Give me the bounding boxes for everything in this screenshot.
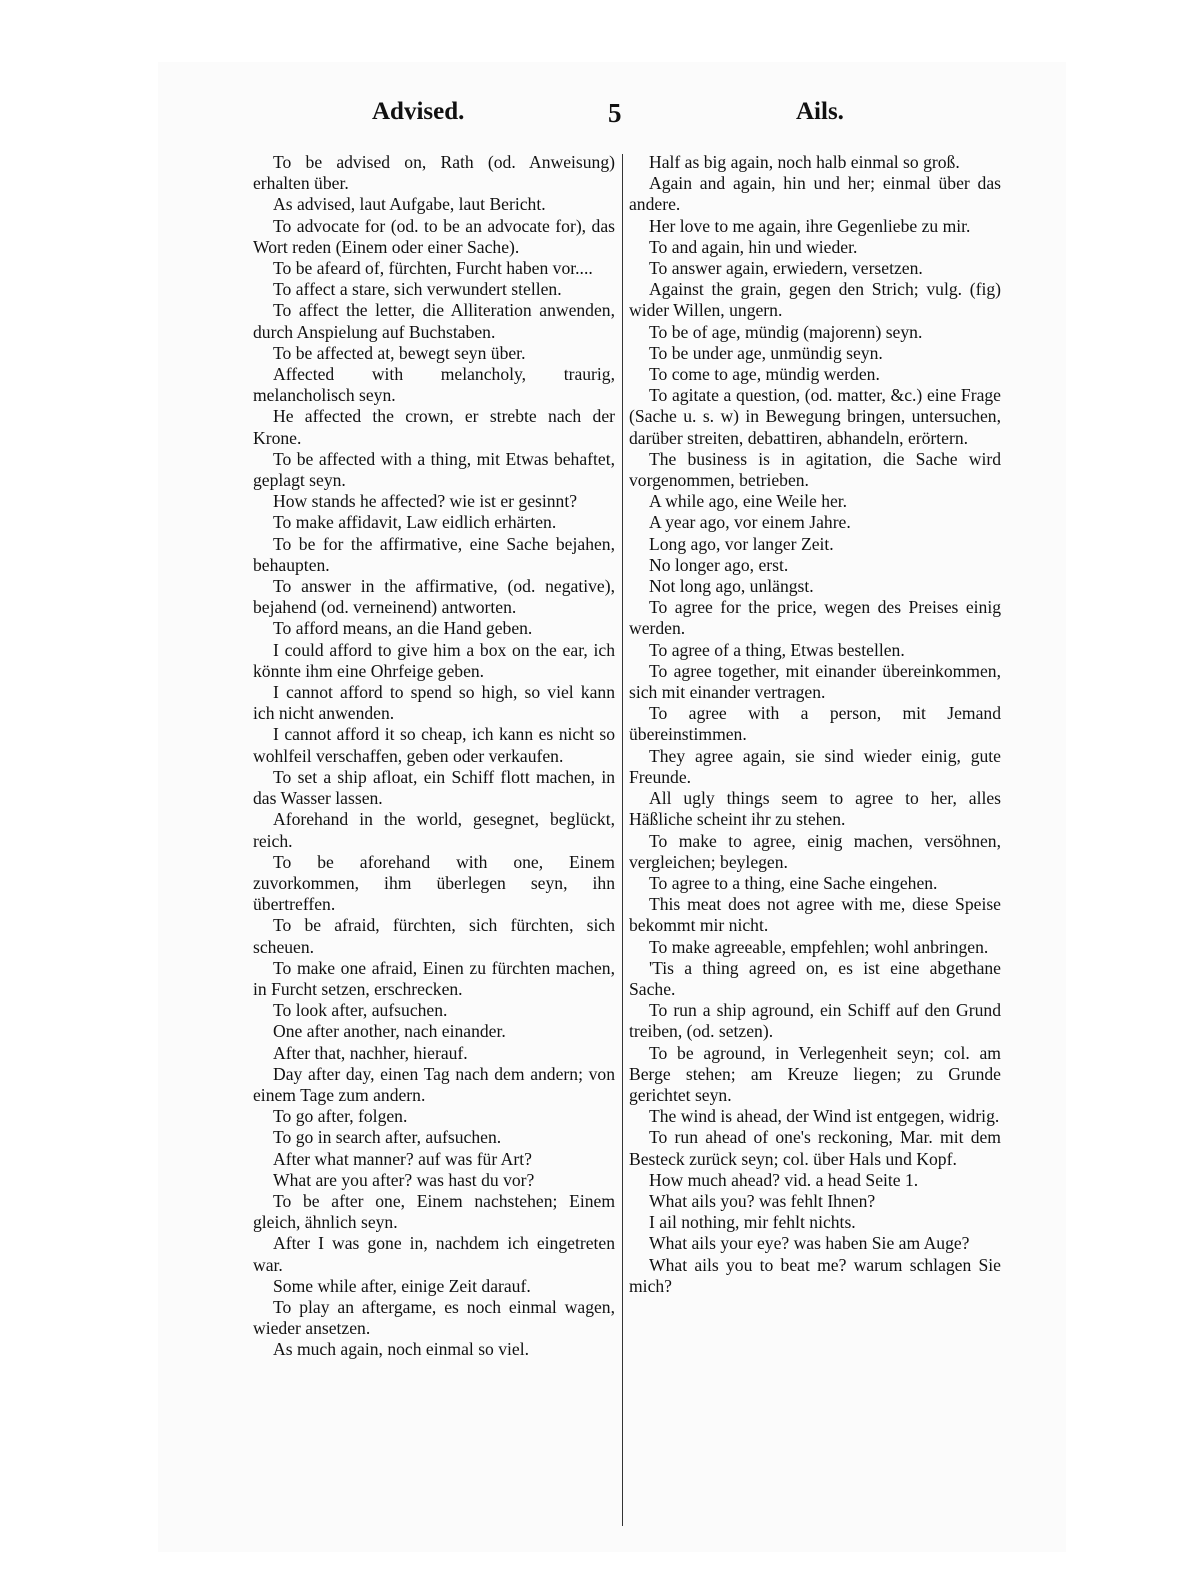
dictionary-entry: How much ahead? vid. a head Seite 1. <box>649 1169 919 1190</box>
page-header <box>158 98 1066 138</box>
dictionary-entry: To make agreeable, empfehlen; wohl anbringen. <box>649 936 989 957</box>
dictionary-entry: To be advised on, Rath (od. Anweisung) erhalten über. <box>253 152 615 194</box>
dictionary-entry: Some while after, einige Zeit darauf. <box>273 1275 531 1296</box>
dictionary-entry: Again and again, hin und her; einmal über das andere. <box>629 173 1001 215</box>
dictionary-entry: To agree together, mit einander übereinkommen, sich mit einander vertragen. <box>629 660 1001 703</box>
dictionary-entry: A while ago, eine Weile her. <box>649 491 848 512</box>
dictionary-entry: As advised, laut Aufgabe, laut Bericht. <box>273 194 546 215</box>
dictionary-entry: They agree again, sie sind wieder einig, gute Freunde. <box>629 745 1001 787</box>
dictionary-entry: To come to age, mündig werden. <box>649 364 880 385</box>
dictionary-entry: To afford means, an die Hand geben. <box>273 618 533 639</box>
dictionary-entry: To agree with a person, mit Jemand übereinstimmen. <box>629 703 1001 745</box>
dictionary-entry: To look after, aufsuchen. <box>273 1000 448 1021</box>
dictionary-entry: To answer in the affirmative, (od. negative), bejahend (od. verneinend) antworten. <box>253 576 615 618</box>
dictionary-page <box>158 62 1066 1552</box>
dictionary-entry: To run a ship aground, ein Schiff auf den Grund treiben, (od. setzen). <box>629 1000 1001 1042</box>
dictionary-entry: To advocate for (od. to be an advocate for), das Wort reden (Einem oder einer Sache). <box>253 215 615 257</box>
dictionary-entry: To and again, hin und wieder. <box>649 236 858 257</box>
dictionary-entry: Her love to me again, ihre Gegenliebe zu mir. <box>649 215 971 236</box>
dictionary-entry: I cannot afford to spend so high, so viel kann ich nicht anwenden. <box>253 682 615 724</box>
dictionary-entry: Aforehand in the world, gesegnet, beglückt, reich. <box>253 809 615 851</box>
dictionary-entry: One after another, nach einander. <box>273 1021 506 1042</box>
dictionary-entry: After what manner? auf was für Art? <box>273 1148 532 1169</box>
dictionary-entry: I cannot afford it so cheap, ich kann es nicht so wohlfeil verschaffen, geben oder verkaufen. <box>253 724 615 766</box>
dictionary-entry: What ails you to beat me? warum schlagen Sie mich? <box>629 1254 1001 1296</box>
dictionary-entry: I ail nothing, mir fehlt nichts. <box>649 1212 856 1233</box>
dictionary-entry: After I was gone in, nachdem ich eingetreten war. <box>253 1233 615 1275</box>
dictionary-entry: To be affected with a thing, mit Etwas behaftet, geplagt seyn. <box>253 448 615 491</box>
dictionary-entry: No longer ago, erst. <box>649 554 789 575</box>
dictionary-entry: 'Tis a thing agreed on, es ist eine abgethane Sache. <box>629 957 1001 999</box>
dictionary-entry: Affected with melancholy, traurig, melancholisch seyn. <box>253 364 615 406</box>
header-right-catchword: Ails. <box>796 98 844 125</box>
dictionary-entry: To make one afraid, Einen zu fürchten machen, in Furcht setzen, erschrecken. <box>253 957 615 999</box>
dictionary-entry: Long ago, vor langer Zeit. <box>649 533 834 554</box>
column-divider <box>622 154 623 1526</box>
dictionary-entry: To agree of a thing, Etwas bestellen. <box>649 639 905 660</box>
dictionary-entry: A year ago, vor einem Jahre. <box>649 512 851 533</box>
dictionary-entry: To agree to a thing, eine Sache eingehen. <box>649 872 938 893</box>
dictionary-entry: To affect a stare, sich verwundert stellen. <box>273 279 562 300</box>
dictionary-entry: To answer again, erwiedern, versetzen. <box>649 258 923 279</box>
dictionary-entry: To make to agree, einig machen, versöhnen, vergleichen; beylegen. <box>629 830 1001 872</box>
dictionary-entry: To go after, folgen. <box>273 1106 408 1127</box>
dictionary-entry: To play an aftergame, es noch einmal wagen, wieder ansetzen. <box>253 1296 615 1339</box>
dictionary-entry: To make affidavit, Law eidlich erhärten. <box>273 512 557 533</box>
dictionary-entry: To be after one, Einem nachstehen; Einem gleich, ähnlich seyn. <box>253 1190 615 1233</box>
page-number: 5 <box>608 98 622 128</box>
dictionary-entry: As much again, noch einmal so viel. <box>273 1339 530 1360</box>
dictionary-entry: To be afraid, fürchten, sich fürchten, sich scheuen. <box>253 915 615 957</box>
dictionary-entry: To agree for the price, wegen des Preises einig werden. <box>629 597 1001 639</box>
dictionary-entry: To be afeard of, fürchten, Furcht haben vor.... <box>273 258 593 279</box>
dictionary-entry: This meat does not agree with me, diese Speise bekommt mir nicht. <box>629 894 1001 936</box>
dictionary-entry: What are you after? was hast du vor? <box>273 1169 535 1190</box>
dictionary-entry: To be affected at, bewegt seyn über. <box>273 342 526 363</box>
dictionary-entry: To go in search after, aufsuchen. <box>273 1127 502 1148</box>
dictionary-entry: Not long ago, unlängst. <box>649 576 814 597</box>
dictionary-entry: The business is in agitation, die Sache wird vorgenommen, betrieben. <box>629 448 1001 491</box>
dictionary-entry: To agitate a question, (od. matter, &c.) eine Frage (Sache u. s. w) in Bewegung bringen, untersuchen, darüber streiten, debattiren, abhandeln, erörtern. <box>629 385 1001 448</box>
dictionary-entry: What ails your eye? was haben Sie am Auge? <box>649 1233 970 1254</box>
header-left-catchword: Advised. <box>372 98 465 125</box>
dictionary-entry: To set a ship afloat, ein Schiff flott machen, in das Wasser lassen. <box>253 766 615 809</box>
dictionary-entry: The wind is ahead, der Wind ist entgegen, widrig. <box>649 1106 1000 1127</box>
dictionary-entry: I could afford to give him a box on the ear, ich könnte ihm eine Ohrfeige geben. <box>253 639 615 681</box>
dictionary-entry: To be aground, in Verlegenheit seyn; col. am Berge stehen; am Kreuze liegen; zu Grunde gerichtet seyn. <box>629 1042 1001 1105</box>
dictionary-entry: To be aforehand with one, Einem zuvorkommen, ihm überlegen seyn, ihn übertreffen. <box>253 851 615 915</box>
dictionary-entry: To be of age, mündig (majorenn) seyn. <box>649 321 923 342</box>
dictionary-entry: To run ahead of one's reckoning, Mar. mit dem Besteck zurück seyn; col. über Hals und Kopf. <box>629 1127 1001 1169</box>
left-column <box>253 152 615 1361</box>
dictionary-entry: Against the grain, gegen den Strich; vulg. (fig) wider Willen, ungern. <box>629 279 1001 321</box>
dictionary-entry: How stands he affected? wie ist er gesinnt? <box>273 491 578 512</box>
dictionary-entry: To be for the affirmative, eine Sache bejahen, behaupten. <box>253 533 615 575</box>
dictionary-entry: All ugly things seem to agree to her, alles Häßliche scheint ihr zu stehen. <box>629 788 1001 830</box>
dictionary-entry: Day after day, einen Tag nach dem andern; von einem Tage zum andern. <box>253 1063 615 1105</box>
dictionary-entry: He affected the crown, er strebte nach der Krone. <box>253 406 615 448</box>
dictionary-entry: Half as big again, noch halb einmal so groß. <box>649 152 960 172</box>
dictionary-entry: After that, nachher, hierauf. <box>273 1042 468 1063</box>
dictionary-entry: To be under age, unmündig seyn. <box>649 342 883 363</box>
dictionary-entry: What ails you? was fehlt Ihnen? <box>649 1190 876 1211</box>
right-column <box>629 152 1001 1297</box>
dictionary-entry: To affect the letter, die Alliteration anwenden, durch Anspielung auf Buchstaben. <box>253 300 615 342</box>
